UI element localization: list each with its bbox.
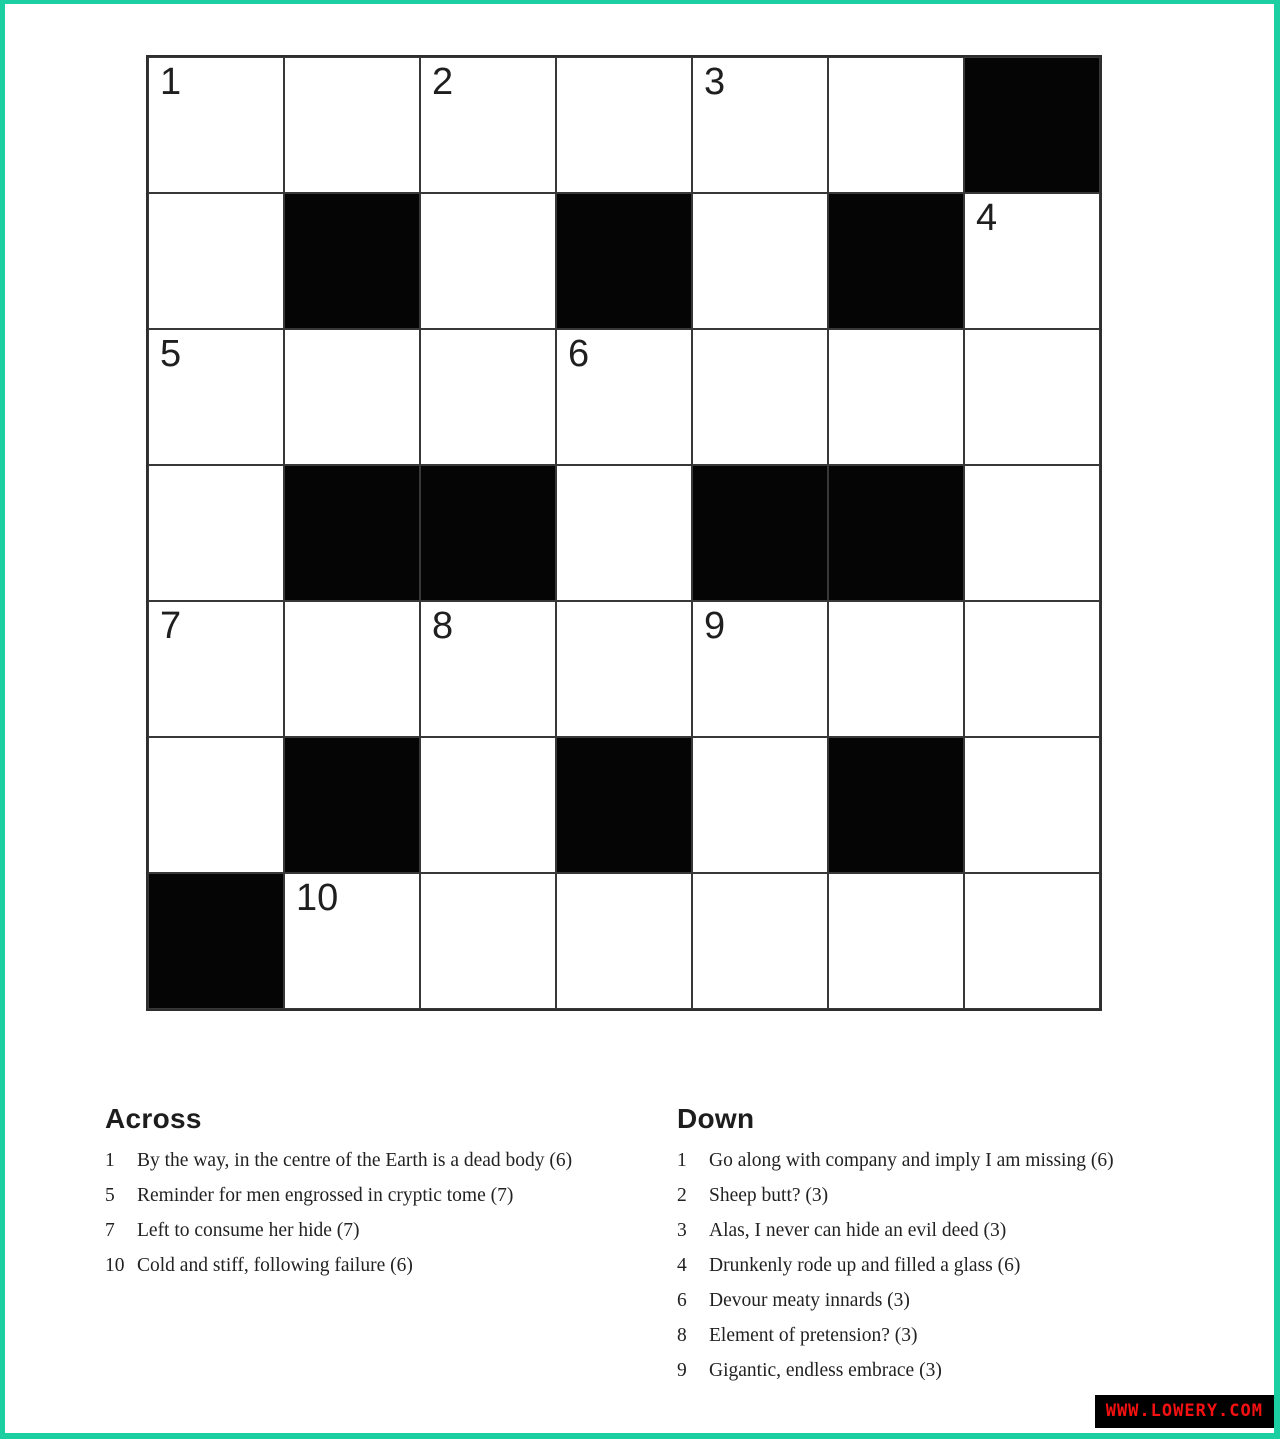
cell-number: 4 xyxy=(976,197,998,239)
clue-number: 9 xyxy=(677,1360,687,1381)
clue-text: Cold and stiff, following failure (6) xyxy=(137,1255,413,1276)
grid-cell[interactable] xyxy=(284,873,420,1009)
clue-number: 8 xyxy=(677,1325,687,1346)
grid-cell[interactable] xyxy=(556,57,692,193)
cell-number: 10 xyxy=(296,877,339,919)
across-clue-item xyxy=(105,1185,675,1206)
clue-text: Element of pretension? (3) xyxy=(709,1325,918,1346)
crossword-grid xyxy=(146,55,1102,1011)
down-clue-item xyxy=(677,1255,1237,1276)
grid-cell[interactable] xyxy=(964,329,1100,465)
down-clue-item xyxy=(677,1220,1237,1241)
grid-cell-black xyxy=(284,737,420,873)
grid-cell[interactable] xyxy=(148,193,284,329)
grid-cell[interactable] xyxy=(828,329,964,465)
grid-cell-black xyxy=(828,193,964,329)
clue-number: 1 xyxy=(105,1150,115,1171)
down-heading: Down xyxy=(677,1103,755,1134)
grid-cell[interactable] xyxy=(828,601,964,737)
clue-number: 6 xyxy=(677,1290,687,1311)
grid-cell[interactable] xyxy=(692,193,828,329)
clue-number: 4 xyxy=(677,1255,687,1276)
watermark: WWW.LOWERY.COM xyxy=(1095,1395,1274,1428)
grid-cell[interactable] xyxy=(148,465,284,601)
clue-number: 3 xyxy=(677,1220,687,1241)
clue-text: Drunkenly rode up and filled a glass (6) xyxy=(709,1255,1021,1276)
clue-text: Reminder for men engrossed in cryptic tome (7) xyxy=(137,1185,514,1206)
grid-cell[interactable] xyxy=(556,601,692,737)
across-clue-list xyxy=(105,1150,675,1276)
across-clue-item xyxy=(105,1150,675,1171)
cell-number: 8 xyxy=(432,605,454,647)
grid-cell[interactable] xyxy=(692,873,828,1009)
grid-cell-black xyxy=(284,193,420,329)
grid-cell[interactable] xyxy=(692,329,828,465)
grid-cell[interactable] xyxy=(148,601,284,737)
grid-cell[interactable] xyxy=(420,873,556,1009)
down-clue-item xyxy=(677,1150,1237,1171)
grid-cell-black xyxy=(828,465,964,601)
grid-cell[interactable] xyxy=(556,329,692,465)
cell-number: 3 xyxy=(704,61,726,103)
grid-cell[interactable] xyxy=(692,737,828,873)
across-clue-item xyxy=(105,1255,675,1276)
down-clue-item xyxy=(677,1290,1237,1311)
grid-cell[interactable] xyxy=(148,737,284,873)
cell-number: 5 xyxy=(160,333,182,375)
grid-cell[interactable] xyxy=(964,873,1100,1009)
grid-cell[interactable] xyxy=(828,57,964,193)
grid-cell[interactable] xyxy=(420,329,556,465)
down-clue-item xyxy=(677,1185,1237,1206)
grid-cell[interactable] xyxy=(420,601,556,737)
clue-text: Go along with company and imply I am missing (6) xyxy=(709,1150,1114,1171)
grid-cell[interactable] xyxy=(556,465,692,601)
down-section xyxy=(677,1104,1237,1395)
clue-text: By the way, in the centre of the Earth is a dead body (6) xyxy=(137,1150,573,1171)
clue-number: 7 xyxy=(105,1220,115,1241)
cell-number: 6 xyxy=(568,333,590,375)
clue-number: 10 xyxy=(105,1255,125,1276)
clue-text: Gigantic, endless embrace (3) xyxy=(709,1360,942,1381)
clue-number: 2 xyxy=(677,1185,687,1206)
grid-cell[interactable] xyxy=(420,737,556,873)
clue-number: 5 xyxy=(105,1185,115,1206)
across-heading: Across xyxy=(105,1103,202,1134)
grid-cell-black xyxy=(284,465,420,601)
grid-cell-black xyxy=(556,737,692,873)
grid-cell[interactable] xyxy=(964,465,1100,601)
grid-cell[interactable] xyxy=(556,873,692,1009)
grid-cell[interactable] xyxy=(828,873,964,1009)
across-clue-item xyxy=(105,1220,675,1241)
grid-cell-black xyxy=(556,193,692,329)
grid-cell[interactable] xyxy=(148,57,284,193)
across-section xyxy=(105,1104,675,1290)
grid-cell-black xyxy=(964,57,1100,193)
clue-number: 1 xyxy=(677,1150,687,1171)
down-clue-list xyxy=(677,1150,1237,1381)
grid-cell-black xyxy=(420,465,556,601)
grid-cell[interactable] xyxy=(284,329,420,465)
clue-text: Left to consume her hide (7) xyxy=(137,1220,360,1241)
clue-text: Alas, I never can hide an evil deed (3) xyxy=(709,1220,1007,1241)
grid-cell-black xyxy=(148,873,284,1009)
grid-cell[interactable] xyxy=(692,601,828,737)
grid-cell[interactable] xyxy=(692,57,828,193)
grid-cell[interactable] xyxy=(420,57,556,193)
down-clue-item xyxy=(677,1360,1237,1381)
cell-number: 9 xyxy=(704,605,726,647)
grid-cell[interactable] xyxy=(964,737,1100,873)
grid-cell[interactable] xyxy=(148,329,284,465)
grid-cell[interactable] xyxy=(284,57,420,193)
clue-text: Sheep butt? (3) xyxy=(709,1185,829,1206)
cell-number: 7 xyxy=(160,605,182,647)
grid-cell[interactable] xyxy=(284,601,420,737)
grid-cell[interactable] xyxy=(964,601,1100,737)
grid-cell-black xyxy=(692,465,828,601)
grid-cell[interactable] xyxy=(964,193,1100,329)
down-clue-item xyxy=(677,1325,1237,1346)
clue-text: Devour meaty innards (3) xyxy=(709,1290,910,1311)
grid-cell-black xyxy=(828,737,964,873)
cell-number: 1 xyxy=(160,61,182,103)
cell-number: 2 xyxy=(432,61,454,103)
grid-cell[interactable] xyxy=(420,193,556,329)
